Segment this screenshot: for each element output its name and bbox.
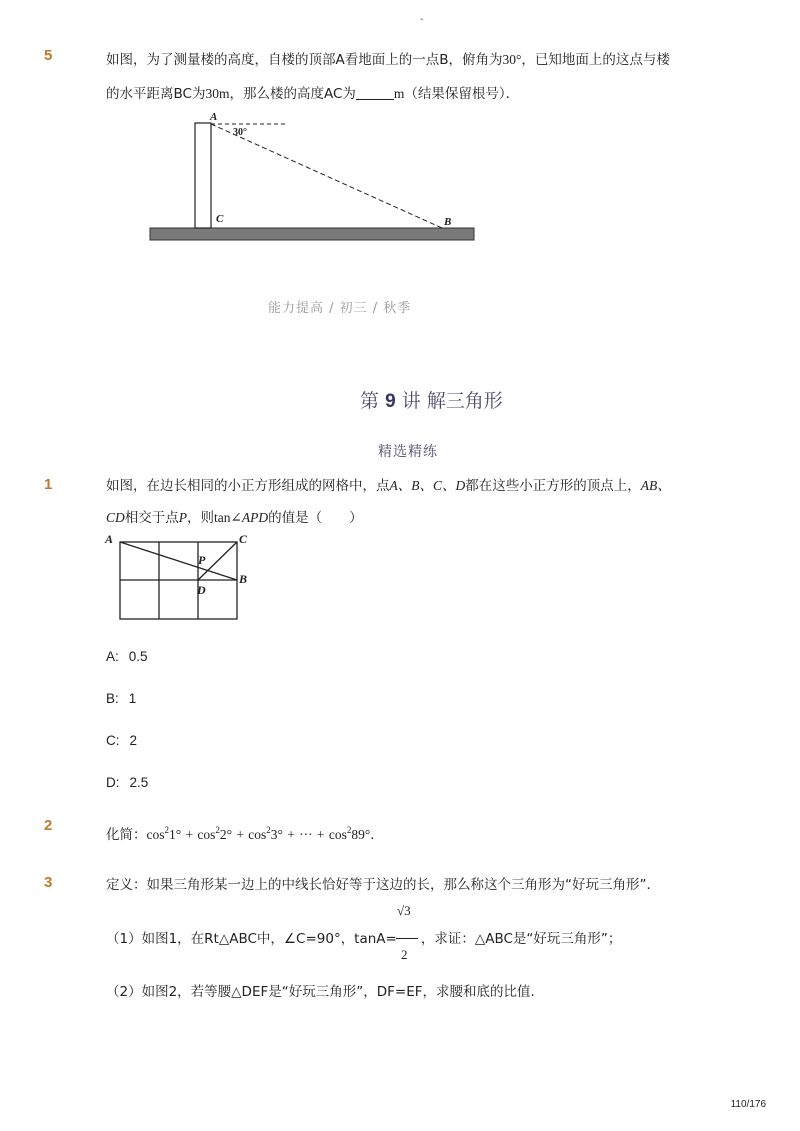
chapter-pre: 第 bbox=[360, 390, 380, 412]
ground bbox=[150, 228, 474, 240]
option-label: D: bbox=[106, 775, 120, 790]
segment-AB bbox=[120, 542, 237, 580]
fraction-denominator: 2 bbox=[401, 947, 408, 962]
label-B: B bbox=[444, 216, 452, 228]
page-number: 110/176 bbox=[730, 1099, 766, 1110]
chapter-post: 讲 解三角形 bbox=[401, 390, 503, 412]
q1-text: 如图，在边长相同的小正方形组成的网格中，点 bbox=[106, 478, 390, 494]
option-label: C: bbox=[106, 733, 120, 748]
label-A: A bbox=[210, 111, 218, 123]
q5-unit: m bbox=[393, 86, 405, 101]
cos-term: $\cos^21^\circ$ bbox=[146, 825, 182, 842]
label-C: C bbox=[239, 532, 248, 546]
top-mark: - bbox=[420, 14, 424, 25]
q3-part1-text: ，求证：△ABC是“好玩三角形”； bbox=[420, 931, 622, 947]
q1-angle: ∠APD bbox=[230, 510, 269, 525]
q5-line-1 bbox=[106, 51, 670, 69]
q5-line-2 bbox=[106, 85, 519, 103]
label-P: P bbox=[198, 553, 206, 567]
option-label: A: bbox=[106, 649, 119, 664]
question-number-2: 2 bbox=[44, 817, 53, 834]
cos-term: $\cos^289^\circ$ bbox=[328, 825, 371, 842]
q1-text: ，则tan bbox=[187, 510, 231, 525]
q3-part-1 bbox=[106, 930, 621, 948]
fraction-numerator: √3 bbox=[397, 903, 411, 918]
building bbox=[195, 123, 211, 228]
q2-prefix: 化简： bbox=[106, 827, 147, 843]
building-figure bbox=[140, 108, 490, 248]
question-number-5: 5 bbox=[44, 47, 53, 64]
cos-term: $\cos^23^\circ$ bbox=[248, 825, 283, 842]
label-C: C bbox=[216, 213, 224, 225]
course-breadcrumb: 能力提高 / 初三 / 秋季 bbox=[268, 301, 412, 316]
q5-text: ，已知地面上的这点与楼 bbox=[521, 52, 670, 68]
q1-points: A、B、C、D bbox=[389, 478, 466, 493]
plus-sign: + bbox=[287, 827, 295, 842]
option-value: 0.5 bbox=[128, 649, 148, 664]
line-of-sight bbox=[211, 124, 442, 228]
plus-sign: + bbox=[316, 827, 325, 842]
option-c[interactable] bbox=[106, 733, 137, 748]
label-D: D bbox=[197, 583, 206, 597]
option-d[interactable] bbox=[106, 775, 148, 790]
ellipsis: ··· bbox=[299, 827, 313, 842]
q3-part-2: （2）如图2，若等腰△DEF是“好玩三角形”，DF=EF，求腰和底的比值． bbox=[106, 984, 545, 1000]
q5-text: 如图，为了测量楼的高度，自楼的顶部A看地面上的一点B，俯角为 bbox=[106, 52, 503, 68]
chapter-number: 9 bbox=[385, 391, 396, 412]
q1-point: P bbox=[178, 510, 188, 525]
q1-segment: AB、 bbox=[640, 478, 671, 493]
chapter-title bbox=[360, 386, 503, 413]
label-B: B bbox=[239, 572, 248, 586]
option-label: B: bbox=[106, 691, 119, 706]
q5-text: 的水平距离BC为 bbox=[106, 86, 206, 102]
q1-text: 都在这些小正方形的顶点上， bbox=[465, 478, 641, 494]
q2-expression bbox=[106, 821, 384, 844]
option-a[interactable] bbox=[106, 649, 148, 664]
grid-figure bbox=[100, 530, 260, 625]
label-A: A bbox=[105, 532, 114, 546]
q2-end: ． bbox=[370, 827, 384, 843]
q3-definition: 定义：如果三角形某一边上的中线长恰好等于这边的长，那么称这个三角形为“好玩三角形”． bbox=[106, 877, 660, 893]
q1-segment: CD bbox=[106, 510, 125, 525]
question-number-3: 3 bbox=[44, 874, 53, 891]
cos-term: $\cos^22^\circ$ bbox=[197, 825, 233, 842]
plus-sign: + bbox=[236, 827, 244, 842]
option-b[interactable] bbox=[106, 691, 136, 706]
q3-part1-text: （1）如图1，在Rt△ABC中，∠C=90°，tanA= bbox=[106, 931, 397, 947]
q1-text: 相交于点 bbox=[124, 510, 179, 526]
q1-text: 的值是（ ） bbox=[268, 510, 363, 526]
option-value: 2.5 bbox=[129, 775, 149, 790]
q1-line-2 bbox=[106, 509, 363, 527]
question-number-1: 1 bbox=[44, 476, 53, 493]
section-title: 精选精练 bbox=[378, 444, 438, 460]
plus-sign: + bbox=[185, 827, 194, 842]
q5-text: ，那么楼的高度AC为 bbox=[229, 86, 356, 102]
q5-distance: 30m bbox=[205, 86, 230, 101]
answer-blank bbox=[356, 87, 394, 100]
q1-line-1 bbox=[106, 477, 671, 495]
q5-text: （结果保留根号）． bbox=[404, 86, 520, 102]
option-value: 1 bbox=[128, 691, 137, 706]
option-value: 2 bbox=[129, 733, 138, 748]
angle-label: 30° bbox=[233, 127, 247, 138]
q5-angle: 30° bbox=[502, 52, 522, 67]
fraction-bar bbox=[396, 938, 418, 939]
